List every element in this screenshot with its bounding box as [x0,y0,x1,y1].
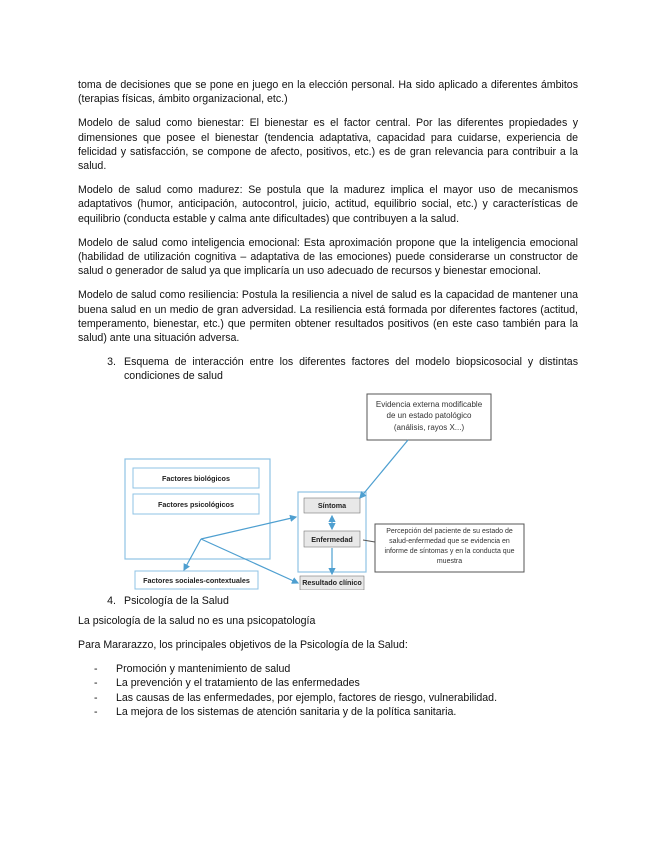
list-item-text: Las causas de las enfermedades, por ejemplo, factores de riesgo, vulnerabilidad. [116,691,498,704]
dash-marker: - [94,705,98,718]
item-number: 4. [107,594,116,607]
arrow-evidencia-enfermedad [360,440,408,498]
paragraph-modelo-resiliencia: Modelo de salud como resiliencia: Postula la resiliencia a nivel de salud es la capacidad de mantener una buena salud en un medio de gran adversidad. La resiliencia está formada por diferentes factores (actitud, temperamento, bienestar, etc.) que permiten obtener resultados positivos (en este caso también para la salud) ante una situación adversa. [78,289,578,345]
paragraph-toma-decisiones: toma de decisiones que se pone en juego en la elección personal. Ha sido aplicado a diferentes ámbitos (terapias físicas, ámbito organizacional, etc.) [78,79,578,106]
factores-psicologicos-label: Factores psicológicos [158,499,234,509]
dash-marker: - [94,677,98,690]
paragraph-modelo-madurez: Modelo de salud como madurez: Se postula que la madurez implica el mayor uso de mecanismos adaptativos (humor, anticipación, autocontrol, juicio, actitud, equilibrio social, etc.) y características de equilibrio (conducta estable y calma ante dificultades) que contribuyen a la salud. [78,184,578,225]
factores-sociales-label: Factores sociales-contextuales [143,575,250,585]
percepcion-label: Percepción del paciente de su estado de salud-enfermedad que se evidencia en informe de síntomas y en la conducta que muestra [384,527,515,565]
dash-marker: - [94,663,98,676]
item-number: 3. [107,356,116,369]
sintoma-label: Síntoma [317,500,347,510]
item-text: Esquema de interacción entre los diferentes factores del modelo biopsicosocial y distintas condiciones de salud [124,356,578,383]
paragraph-modelo-inteligencia-emocional: Modelo de salud como inteligencia emocional: Esta aproximación propone que la inteligencia emocional (habilidad de utilización cognitiva – adaptativa de las emociones) puede considerarse un constructor de salud o generador de salud ya que implicaría un uso adecuado de recursos y bienestar emocional. [78,236,578,278]
evidencia-label: Evidencia externa modificable de un estado patológico (análisis, rayos X...) [375,399,483,432]
list-item [78,676,578,690]
objectives-list [78,662,578,719]
list-item [78,691,578,705]
line-mararazzo: Para Mararazzo, los principales objetivos de la Psicología de la Salud: [78,639,408,652]
paragraph-modelo-bienestar: Modelo de salud como bienestar: El bienestar es el factor central. Por las diferentes propiedades y dimensiones que posee el bienestar (tendencia adaptativa, capacidad para cuidarse, experiencia de felicidad y satisfacción, se compone de afecto, positivos, etc.) es de gran relevancia para contribuir a la salud. [78,117,578,173]
biopsychosocial-diagram [78,390,578,590]
list-item [78,705,578,719]
list-item-text: La mejora de los sistemas de atención sanitaria y de la política sanitaria. [116,705,457,718]
enfermedad-label: Enfermedad [311,534,353,544]
numbered-item-4 [78,594,578,608]
dash-marker: - [94,691,98,704]
line-no-psicopatologia: La psicología de la salud no es una psicopatología [78,614,316,627]
factores-biologicos-label: Factores biológicos [162,473,230,483]
item-text: Psicología de la Salud [124,594,229,607]
numbered-item-3 [78,355,578,383]
list-item-text: La prevención y el tratamiento de las enfermedades [116,677,360,690]
list-item [78,662,578,676]
resultado-label: Resultado clínico [302,577,362,587]
document-page [78,78,578,719]
list-item-text: Promoción y mantenimiento de salud [116,663,291,676]
